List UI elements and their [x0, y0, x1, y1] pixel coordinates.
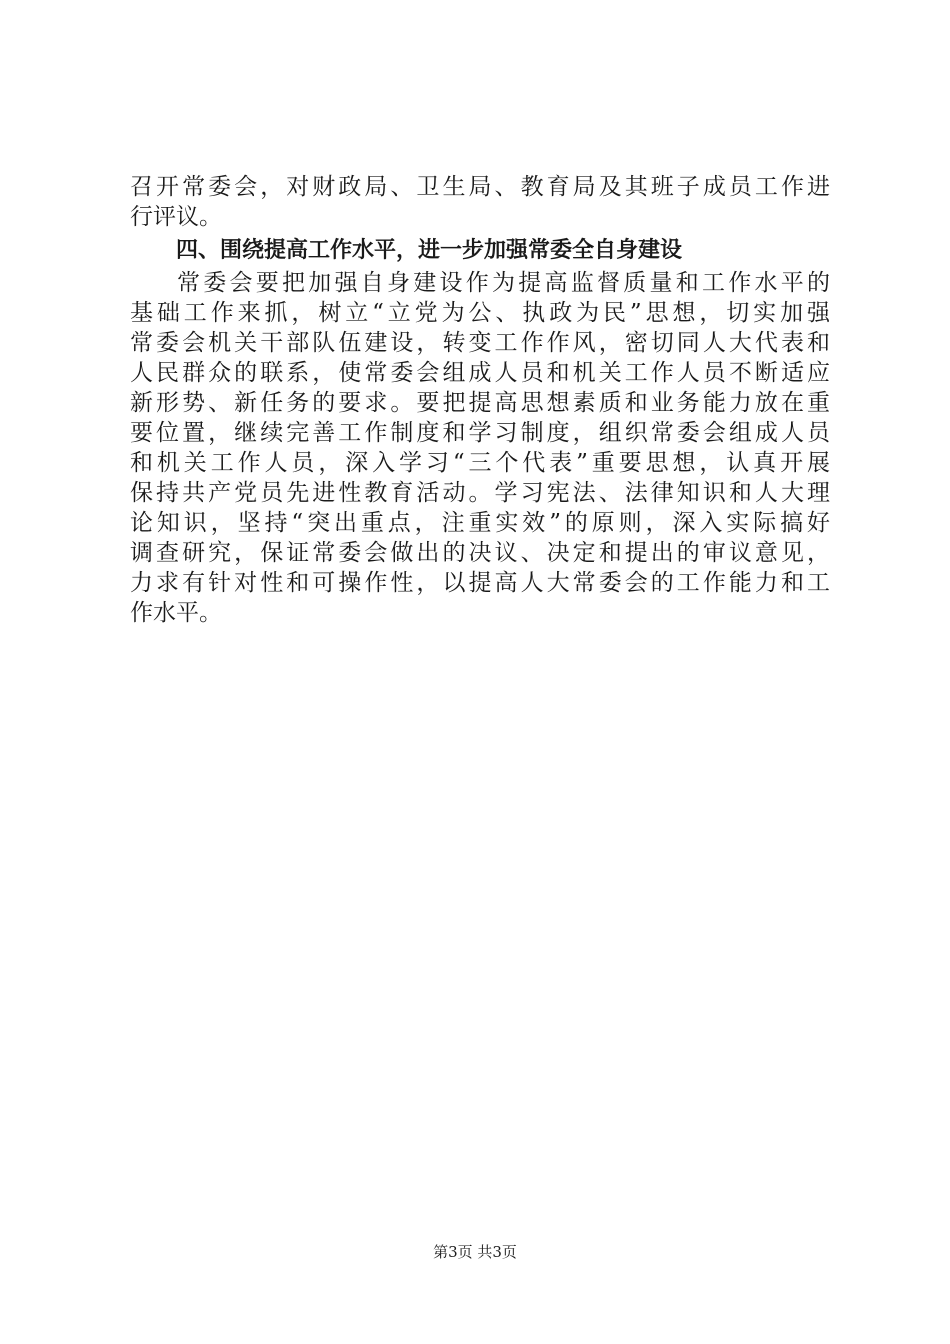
paragraph-line: 和机关工作人员，深入学习“三个代表”重要思想，认真开展 [130, 450, 830, 476]
paragraph-line: 力求有针对性和可操作性，以提高人大常委会的工作能力和工 [130, 570, 830, 596]
paragraph-line: 新形势、新任务的要求。要把提高思想素质和业务能力放在重 [130, 390, 830, 416]
paragraph-line: 作水平。 [130, 600, 222, 626]
paragraph-line: 常委会机关干部队伍建设，转变工作作风，密切同人大代表和 [130, 330, 830, 356]
paragraph-line: 调查研究，保证常委会做出的决议、决定和提出的审议意见， [130, 540, 830, 566]
paragraph-line: 要位置，继续完善工作制度和学习制度，组织常委会组成人员 [130, 420, 830, 446]
paragraph-line: 人民群众的联系，使常委会组成人员和机关工作人员不断适应 [130, 360, 830, 386]
paragraph-line: 常委会要把加强自身建设作为提高监督质量和工作水平的 [177, 270, 830, 296]
paragraph-line: 论知识，坚持“突出重点，注重实效”的原则，深入实际搞好 [130, 510, 830, 536]
paragraph-line: 保持共产党员先进性教育活动。学习宪法、法律知识和人大理 [130, 480, 830, 506]
paragraph-line: 基础工作来抓，树立“立党为公、执政为民”思想，切实加强 [130, 300, 830, 326]
document-body [130, 172, 830, 628]
body-line: 召开常委会，对财政局、卫生局、教育局及其班子成员工作进 [130, 174, 830, 200]
section-heading: 四、围绕提高工作水平，进一步加强常委全自身建设 [176, 238, 683, 263]
body-line: 行评议。 [130, 204, 222, 230]
page-footer: 第3页 共3页 [433, 1243, 517, 1261]
